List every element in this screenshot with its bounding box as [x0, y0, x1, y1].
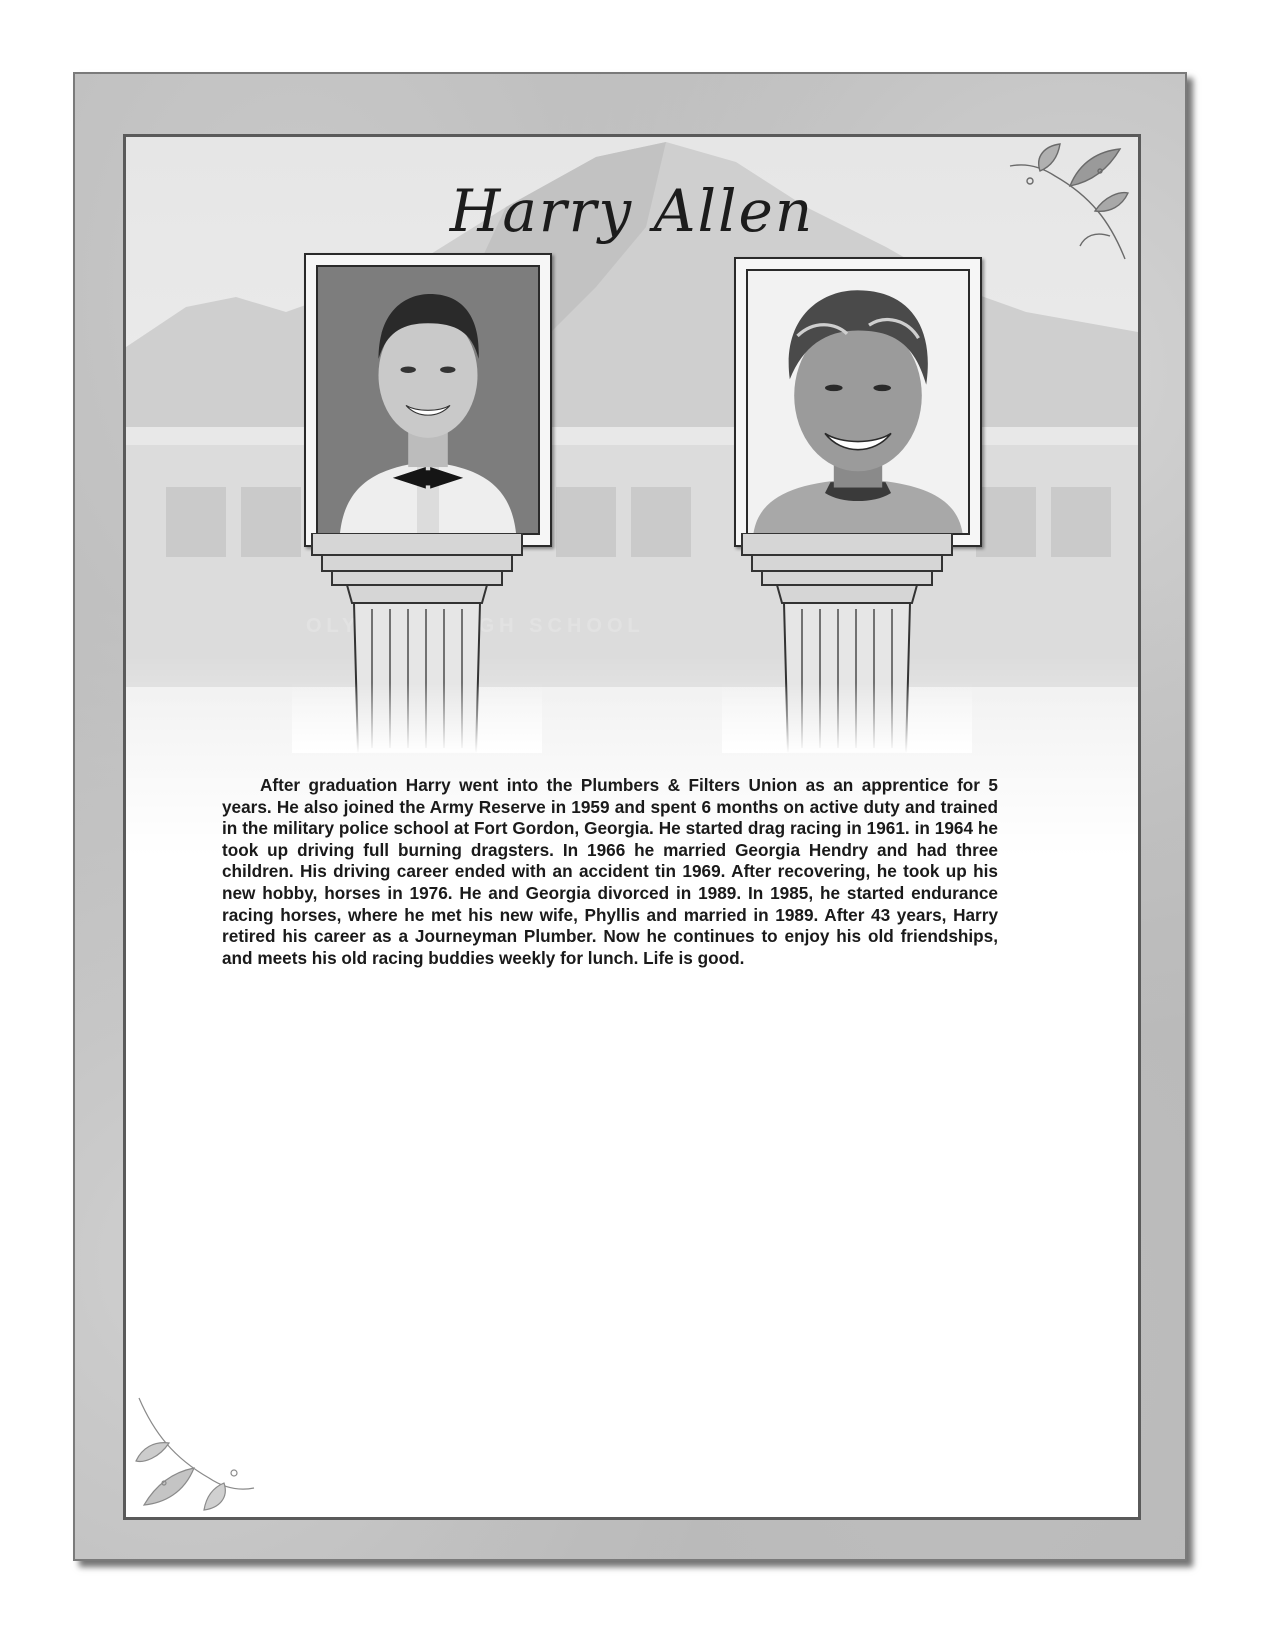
column-pedestal-right	[722, 533, 972, 753]
page-frame	[73, 72, 1187, 1561]
floral-ornament-icon	[134, 1393, 264, 1513]
yearbook-photo-frame	[304, 253, 552, 547]
page-title: Harry Allen	[449, 177, 815, 245]
column-pedestal-left	[292, 533, 542, 753]
biography-text: After graduation Harry went into the Plumbers & Filters Union as an apprentice for 5 years. He also joined the Army Reserve in 1959 and spent 6 months on active duty and trained in the military police school at Fort Gordon, Georgia. He started drag racing in 1961. in 1964 he took up driving full burning dragsters. In 1966 he married Georgia Hendry and had three children. His driving career ended with an accident tin 1969. After recovering, he took up his new hobby, horses in 1976. He and Georgia divorced in 1989. In 1985, he started endurance racing horses, where he met his new wife, Phyllis and married in 1989. After 43 years, Harry retired his career as a Journeyman Plumber. Now he continues to enjoy his old friendships, and meets his old racing buddies weekly for lunch. Life is good.	[222, 775, 998, 968]
yearbook-photo	[316, 265, 540, 535]
content-panel	[123, 134, 1141, 1520]
current-photo-frame	[734, 257, 982, 547]
background-scene	[126, 137, 1138, 857]
current-photo	[746, 269, 970, 535]
